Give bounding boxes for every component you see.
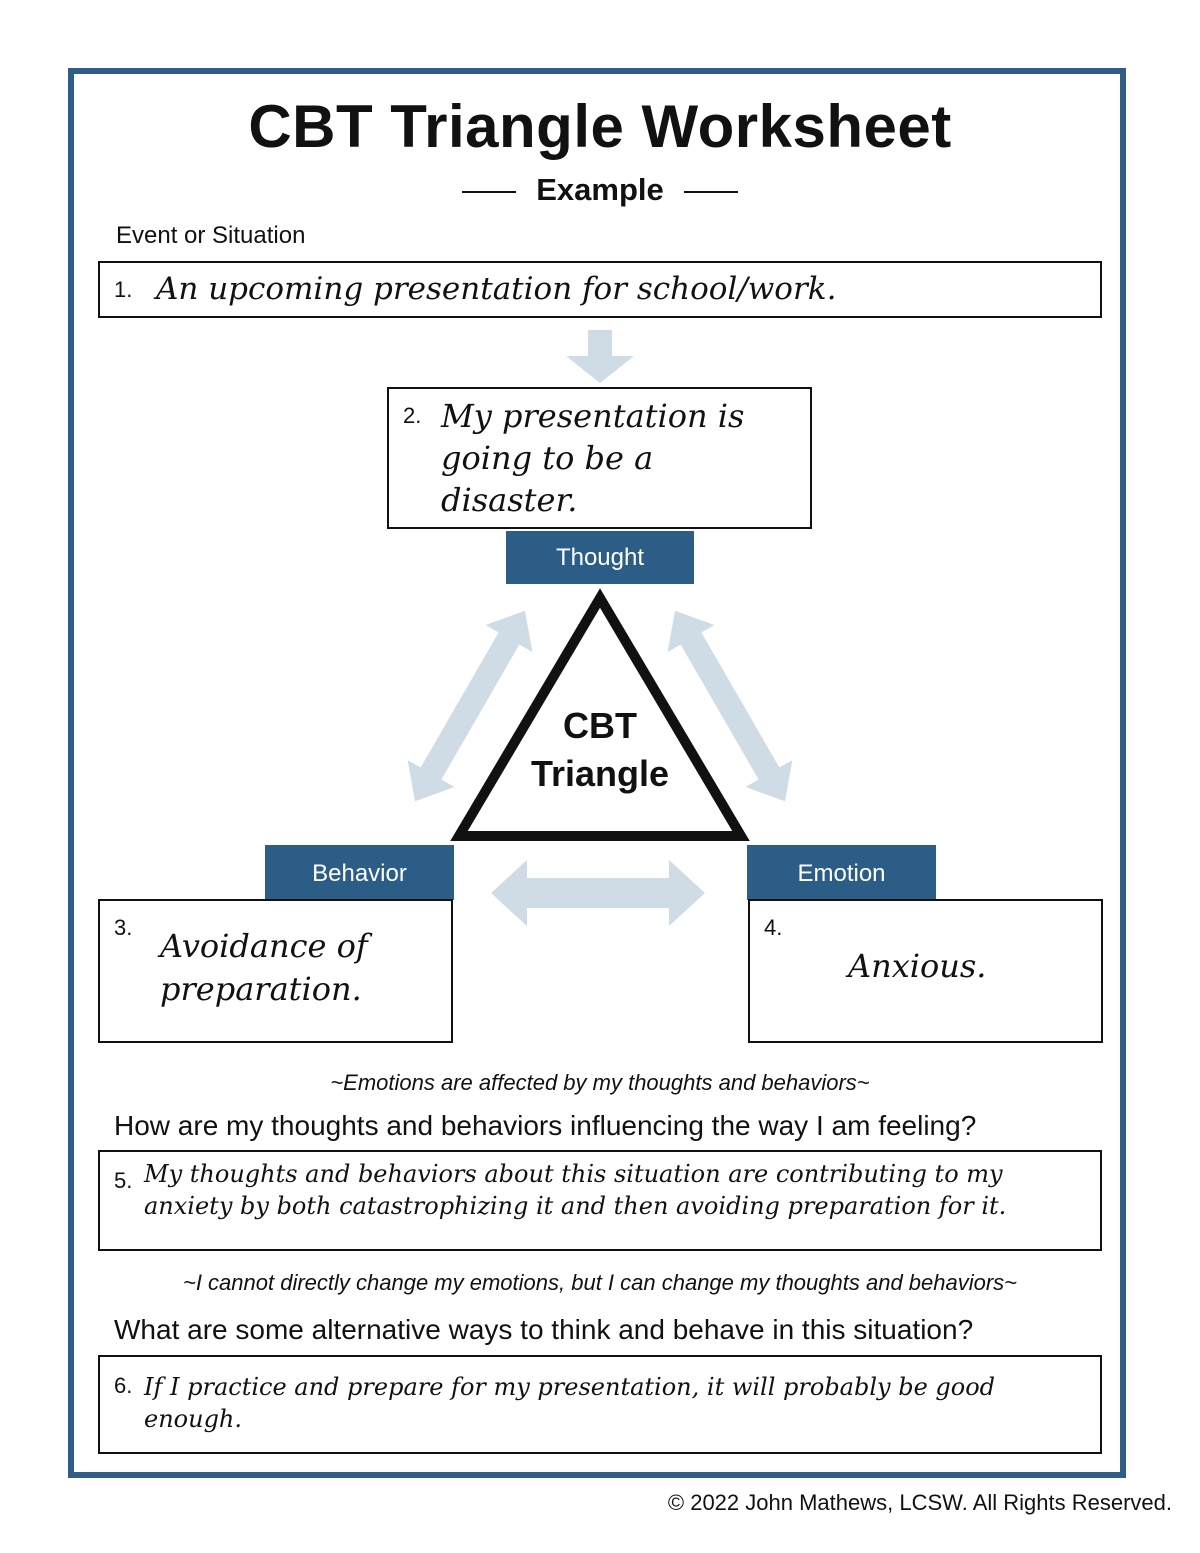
box-number: 6. (114, 1373, 133, 1398)
thought-tag: Thought (506, 531, 694, 584)
behavior-box[interactable] (98, 899, 453, 1043)
influence-answer: My thoughts and behaviors about this situation are contributing to my anxiety by both catastrophizing it and then avoiding preparation for it. (144, 1160, 1007, 1220)
thought-box[interactable] (387, 387, 812, 529)
influence-box[interactable] (98, 1150, 1102, 1251)
box-number: 3. (114, 915, 133, 940)
triangle-label (520, 702, 680, 798)
copyright: © 2022 John Mathews, LCSW. All Rights Reserved. (667, 1490, 1172, 1515)
box-number: 5. (114, 1168, 133, 1193)
alternatives-box[interactable] (98, 1355, 1102, 1454)
triangle-label-line1: CBT (563, 705, 637, 746)
behavior-tag: Behavior (265, 845, 454, 900)
event-label: Event or Situation (116, 222, 306, 249)
emotion-tag: Emotion (747, 845, 936, 900)
double-arrow-bottom-icon (491, 860, 705, 926)
alternatives-answer: If I practice and prepare for my presentation, it will probably be good enough. (144, 1373, 996, 1433)
triangle-label-line2: Triangle (530, 753, 670, 794)
box-number: 4. (764, 915, 783, 940)
question-influence: How are my thoughts and behaviors influencing the way I am feeling? (114, 1110, 977, 1141)
behavior-answer: Avoidance of preparation. (160, 927, 368, 1008)
box-number: 1. (114, 277, 133, 302)
emotion-answer: Anxious. (848, 947, 987, 985)
note-change: ~I cannot directly change my emotions, but I can change my thoughts and behaviors~ (182, 1270, 1018, 1295)
subtitle-text: Example (536, 172, 664, 207)
thought-answer: My presentation is going to be a disaster. (441, 397, 745, 519)
question-alternatives: What are some alternative ways to think and behave in this situation? (114, 1314, 974, 1345)
event-answer: An upcoming presentation for school/work. (156, 271, 837, 307)
box-number: 2. (403, 403, 422, 428)
page-title: CBT Triangle Worksheet (248, 93, 952, 160)
note-emotions: ~Emotions are affected by my thoughts and behaviors~ (330, 1070, 870, 1095)
down-arrow-icon (566, 330, 634, 383)
emotion-box[interactable] (748, 899, 1103, 1043)
